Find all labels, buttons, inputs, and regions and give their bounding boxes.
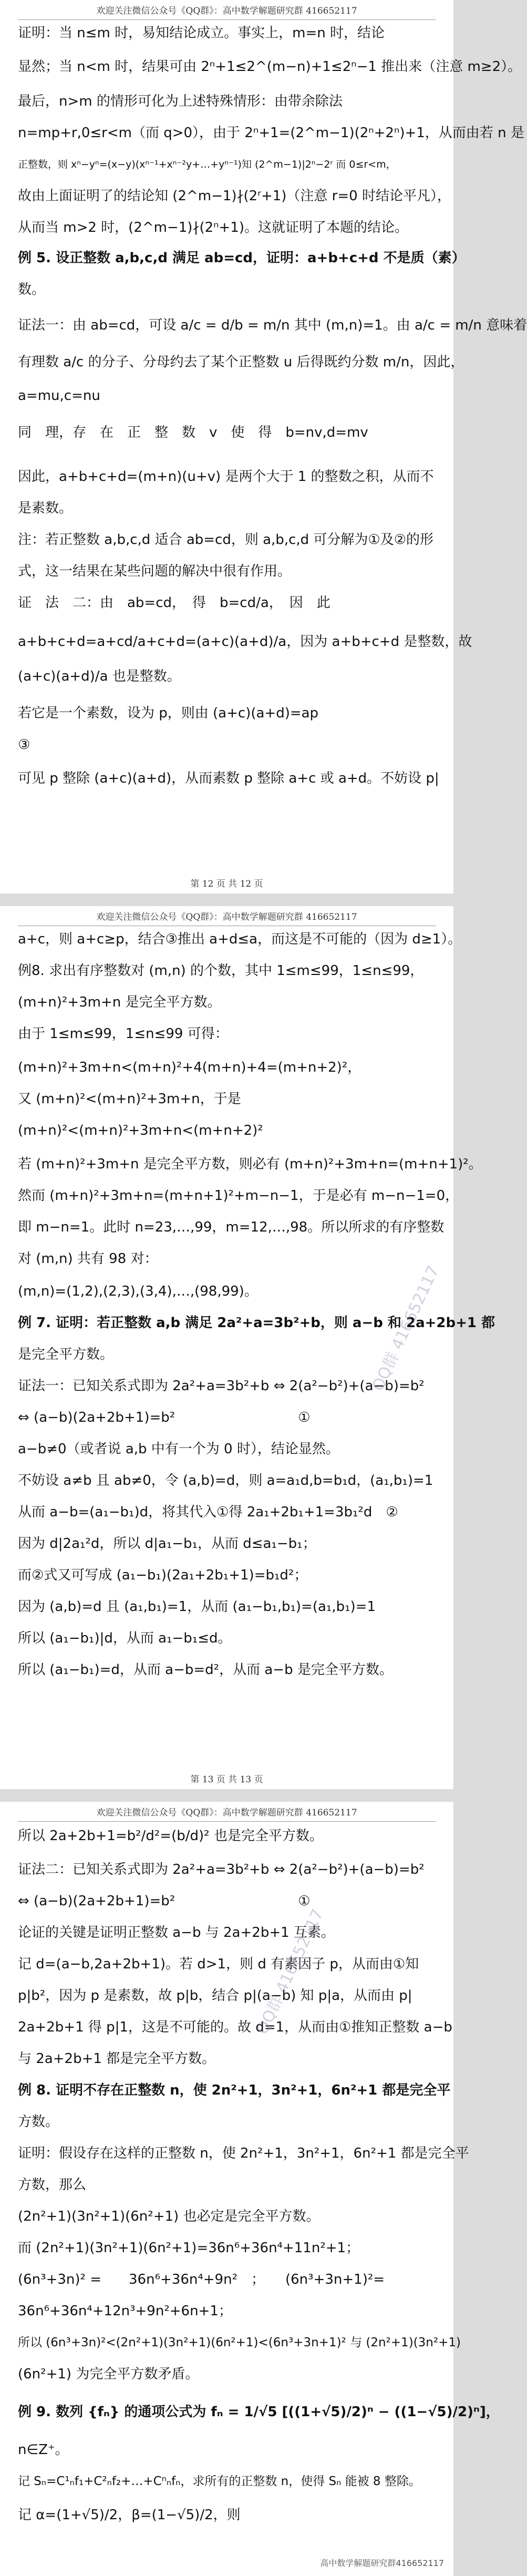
text-line: 因为 d|2a₁²d，所以 d|a₁−b₁，从而 d≤a₁−b₁； [18,1536,316,1552]
text-line: 2a+2b+1 得 p|1，这是不可能的。故 d=1，从而由①推知正整数 a−b [18,2019,452,2035]
text-line: a−b≠0（或者说 a,b 中有一个为 0 时），结论显然。 [18,1441,339,1457]
page-footer: 第 12 页 共 12 页 [190,879,263,889]
text-line: 而 (2n²+1)(3n²+1)(6n²+1)=36n⁶+36n⁴+11n²+1； [18,2240,360,2256]
watermark: QQ群 416652117 [253,1906,327,2038]
watermark: QQ群 416652117 [368,1263,443,1394]
text-line: ⇔ (a−b)(2a+2b+1)=b² ① [18,1893,311,1909]
document-page-3 [0,1802,500,2576]
text-line: 可见 p 整除 (a+c)(a+d)，从而素数 p 整除 a+c 或 a+d。不妨设 p| [18,771,439,786]
text-line: 式，这一结果在某些问题的解决中很有作用。 [18,563,292,579]
text-line: 与 2a+2b+1 都是完全平方数。 [18,2051,216,2067]
page-footer: 第 13 页 共 13 页 [190,1774,263,1785]
equation-number: ③ [18,737,30,753]
text-line: ⇔ (a−b)(2a+2b+1)=b² ① [18,1410,311,1425]
text-line: n=mp+r,0≤r<m（而 q>0），由于 2ⁿ+1=(2^m−1)(2ⁿ+2ⁿ)+1，从而由若 n 是 [18,125,524,141]
text-line: n∈Z⁺。 [18,2442,69,2458]
text-line: 36n⁶+36n⁴+12n³+9n²+6n+1； [18,2303,232,2319]
document-page-1 [0,0,527,894]
text-line: a+b+c+d=a+cd/a+c+d=(a+c)(a+d)/a，因为 a+b+c+d 是整数，故 [18,634,472,650]
text-line: 不妨设 a≠b 且 ab≠0，令 (a,b)=d，则 a=a₁d,b=b₁d，(a₁,b₁)=1 [18,1473,433,1489]
text-line: 从而 a−b=(a₁−b₁)d，将其代入①得 2a₁+2b₁+1=3b₁²d ② [18,1504,398,1520]
example-heading: 例 9. 数列 {fₙ} 的通项公式为 fₙ = 1/√5 [((1+√5)/2)ⁿ − ((1−√5)/2)ⁿ]， [18,2404,500,2420]
text-line: 显然；当 n<m 时，结果可由 2ⁿ+1≤2^(m−n)+1≤2ⁿ−1 推出来（注意 m≥2）。 [18,59,522,75]
text-line: 同 理，存 在 正 整 数 v 使 得 b=nv,d=mv [18,425,368,440]
text-line: 对 (m,n) 共有 98 对： [18,1251,158,1267]
text-line: 而②式又可写成 (a₁−b₁)(2a₁+2b₁+1)=b₁d²； [18,1567,308,1583]
wechat-badge: 高中数学解题研究群416652117 [317,2556,447,2570]
page-header: 欢迎关注微信公众号《QQ群》：高中数学解题研究群 416652117 [18,1802,436,1822]
text-line: 证明：假设存在这样的正整数 n，使 2n²+1，3n²+1，6n²+1 都是完全平 [18,2146,469,2161]
text-line: 论证的关键是证明正整数 a−b 与 2a+2b+1 互素。 [18,1925,335,1941]
page-header: 欢迎关注微信公众号《QQ群》：高中数学解题研究群 416652117 [18,0,436,20]
example-heading: 例 8. 证明不存在正整数 n，使 2n²+1，3n²+1，6n²+1 都是完全平 [18,2082,451,2098]
example-heading: 例 5. 设正整数 a,b,c,d 满足 ab=cd，证明：a+b+c+d 不是质（素） [18,250,466,266]
text-line: 由于 1≤m≤99，1≤n≤99 可得： [18,1026,229,1042]
text-line: (m+n)²+3m+n 是完全平方数。 [18,994,221,1010]
text-line: (2n²+1)(3n²+1)(6n²+1) 也必定是完全平方数。 [18,2209,320,2224]
text-line: 证明：当 n≤m 时，易知结论成立。事实上，m=n 时，结论 [18,25,385,41]
text-line: (6n³+3n)² = 36n⁶+36n⁴+9n² ； (6n³+3n+1)²= [18,2272,385,2287]
text-line: a+c，则 a+c≥p，结合③推出 a+d≤a，而这是不可能的（因为 d≥1）。 [18,931,462,947]
text-line: 例8. 求出有序整数对 (m,n) 的个数，其中 1≤m≤99，1≤n≤99， [18,963,424,979]
text-line: 方数，那么 [18,2177,87,2193]
page-gap [0,1789,453,1802]
text-line: 因为 (a,b)=d 且 (a₁,b₁)=1，从而 (a₁−b₁,b₁)=(a₁,b₁)=1 [18,1599,376,1615]
text-line: 证 法 二：由 ab=cd， 得 b=cd/a， 因 此 [18,595,330,611]
text-line: 故由上面证明了的结论知 (2^m−1)∤(2ʳ+1)（注意 r=0 时结论平凡）， [18,188,451,204]
text-line: 有理数 a/c 的分子、分母约去了某个正整数 u 后得既约分数 m/n，因此， [18,354,464,370]
text-line: 数。 [18,282,46,297]
text-line: 即 m−n=1。此时 n=23,…,99，m=12,…,98。所以所求的有序整数 [18,1219,445,1235]
text-line: 若它是一个素数，设为 p，则由 (a+c)(a+d)=ap [18,705,319,721]
text-line: 证法二：已知关系式即为 2a²+a=3b²+b ⇔ 2(a²−b²)+(a−b)=b² [18,1862,425,1877]
text-line: 然而 (m+n)²+3m+n=(m+n+1)²+m−n−1，于是必有 m−n−1=0， [18,1188,459,1204]
text-line: 因此，a+b+c+d=(m+n)(u+v) 是两个大于 1 的整数之积，从而不 [18,469,434,485]
text-line: 证法一：已知关系式即为 2a²+a=3b²+b ⇔ 2(a²−b²)+(a−b)=b² [18,1378,425,1394]
text-line: (a+c)(a+d)/a 也是整数。 [18,669,181,684]
text-line: 是完全平方数。 [18,1347,114,1362]
text-line: 所以 (6n³+3n)²<(2n²+1)(3n²+1)(6n²+1)<(6n³+3n+1)² 与 (2n²+1)(3n²+1) [18,2336,461,2349]
text-line: 注：若正整数 a,b,c,d 适合 ab=cd，则 a,b,c,d 可分解为①及②的形 [18,532,434,548]
text-line: 方数。 [18,2114,59,2130]
page-gap [0,894,453,906]
text-line: p|b²，因为 p 是素数，故 p|b，结合 p|(a−b) 知 p|a，从而由 p| [18,1988,412,2004]
text-line: 记 d=(a−b,2a+2b+1)。若 d>1，则 d 有素因子 p，从而由①知 [18,1956,419,1972]
text-line: 证法一：由 ab=cd，可设 a/c = d/b = m/n 其中 (m,n)=1。由 a/c = m/n 意味着 [18,317,527,333]
text-line: 若 (m+n)²+3m+n 是完全平方数，则必有 (m+n)²+3m+n=(m+n+1)²。 [18,1156,482,1172]
text-line: 所以 (a₁−b₁)|d，从而 a₁−b₁≤d。 [18,1630,232,1646]
text-line: (6n²+1) 为完全平方数矛盾。 [18,2366,199,2382]
example-heading: 例 7. 证明：若正整数 a,b 满足 2a²+a=3b²+b，则 a−b 和 2a+2b+1 都 [18,1315,495,1331]
page-header: 欢迎关注微信公众号《QQ群》：高中数学解题研究群 416652117 [18,906,436,926]
text-line: a=mu,c=nu [18,388,100,404]
text-line: (m+n)²+3m+n<(m+n)²+4(m+n)+4=(m+n+2)²， [18,1060,361,1075]
text-line: 所以 2a+2b+1=b²/d²=(b/d)² 也是完全平方数。 [18,1828,323,1844]
text-line: 记 Sₙ=C¹ₙf₁+C²ₙf₂+…+Cⁿₙfₙ，求所有的正整数 n，使得 Sₙ 能被 8 整除。 [18,2475,421,2488]
text-line: 是素数。 [18,500,73,516]
text-line: 又 (m+n)²<(m+n)²+3m+n，于是 [18,1091,241,1107]
text-line: 从而当 m>2 时，(2^m−1)∤(2ⁿ+1)。这就证明了本题的结论。 [18,220,408,235]
text-line: 所以 (a₁−b₁)=d，从而 a−b=d²，从而 a−b 是完全平方数。 [18,1662,393,1678]
text-line: 记 α=(1+√5)/2，β=(1−√5)/2，则 [18,2507,241,2523]
text-line: (m+n)²<(m+n)²+3m+n<(m+n+2)² [18,1123,263,1138]
text-line: (m,n)=(1,2),(2,3),(3,4),…,(98,99)。 [18,1284,258,1299]
text-line: 正整数，则 xⁿ−yⁿ=(x−y)(xⁿ⁻¹+xⁿ⁻²y+…+yⁿ⁻¹)知 (2^m−1)|2ⁿ−2ʳ 而 0≤r<m， [18,159,396,170]
document-page-2 [0,906,495,1789]
text-line: 最后，n>m 的情形可化为上述特殊情形：由带余除法 [18,94,343,109]
